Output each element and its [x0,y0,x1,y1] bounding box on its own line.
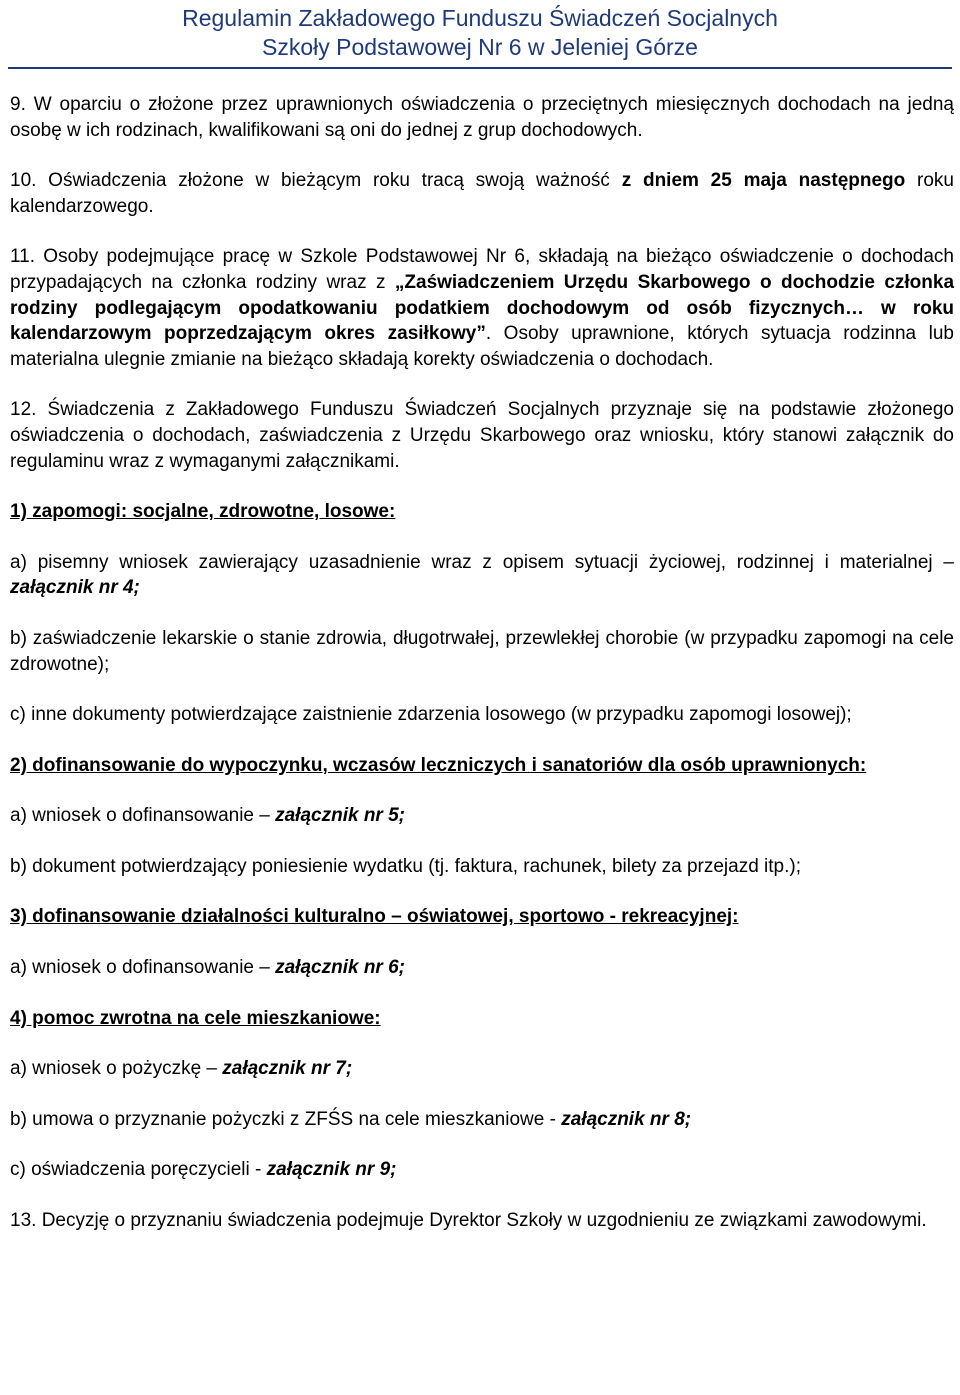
section-4-item-b [10,1107,954,1133]
section-2-item-a-text: a) wniosek o dofinansowanie – [10,805,276,827]
paragraph-9: 9. W oparciu o złożone przez uprawnionych oświadczenia o przeciętnych miesięcznych dochodach na jedną osobę w ich rodzinach, kwalifikowani są oni do jednej z grup dochodowych. [10,94,954,141]
paragraph-10-end: roku kalendarzowego. [10,170,954,217]
section-1-item-a [10,550,954,601]
section-3-item-a-text: a) wniosek o dofinansowanie – [10,957,276,979]
section-4-item-b-attachment: załącznik nr 8; [561,1108,692,1130]
section-4-item-b-text: b) umowa o przyznanie pożyczki z ZFŚS na cele mieszkaniowe - [10,1108,562,1130]
paragraph-11-bold: „Zaświadczeniem Urzędu Skarbowego o dochodzie członka rodziny podlegającym opodatkowaniu podatkiem dochodowym od osób fizycznych… w roku kalendarzowym poprzedzającym okres zasiłkowy” [10,271,955,345]
paragraph-10-text: 10. Oświadczenia złożone w bieżącym roku tracą swoją ważność [10,170,622,192]
section-3-item-a [10,955,954,981]
section-4-item-c-text: c) oświadczenia poręczycieli - [10,1159,267,1181]
section-1-item-a-attachment: załącznik nr 4; [10,577,140,599]
section-4-heading-text: 4) pomoc zwrotna na cele mieszkaniowe: [10,1007,381,1029]
section-4-item-a [10,1056,954,1082]
section-3-item-a-attachment: załącznik nr 6; [275,957,405,979]
section-2-item-b: b) dokument potwierdzający poniesienie wydatku (tj. faktura, rachunek, bilety za przejazd itp.); [10,855,802,877]
section-2-item-a-attachment: załącznik nr 5; [275,805,405,827]
section-4-heading [10,1006,954,1032]
section-1-heading [10,499,954,525]
section-2-heading-text: 2) dofinansowanie do wypoczynku, wczasów leczniczych i sanatoriów dla osób uprawnionych: [10,754,867,776]
paragraph-11-end: . Osoby uprawnione, których sytuacja rodzinna lub materialna ulegnie zmianie na bieżąco składają korekty oświadczenia o dochodach. [10,323,954,370]
section-1-item-b: b) zaświadczenie lekarskie o stanie zdrowia, długotrwałej, przewlekłej chorobie (w przypadku zapomogi na cele zdrowotne); [10,627,954,675]
section-4-item-a-text: a) wniosek o pożyczkę – [10,1058,223,1080]
section-2-item-a [10,803,954,829]
paragraph-10 [10,168,954,219]
section-3-heading [10,904,954,930]
section-3-heading-text: 3) dofinansowanie działalności kulturalno – oświatowej, sportowo - rekreacyjnej: [10,906,739,928]
paragraph-10-bold: z dniem 25 maja następnego [621,170,906,192]
section-4-item-c [10,1157,954,1183]
section-1-item-a-text: a) pisemny wniosek zawierający uzasadnienie wraz z opisem sytuacji życiowej, rodzinnej i materialnej – [10,551,954,573]
paragraph-13: 13. Decyzję o przyznaniu świadczenia podejmuje Dyrektor Szkoły w uzgodnieniu ze związkami zawodowymi. [10,1210,927,1232]
paragraph-11 [10,244,954,372]
header-divider [8,67,952,69]
paragraph-12: 12. Świadczenia z Zakładowego Funduszu Świadczeń Socjalnych przyznaje się na podstawie złożonego oświadczenia o dochodach, zaświadczenia z Urzędu Skarbowego oraz wniosku, który stanowi załącznik do regulaminu wraz z wymaganymi załącznikami. [10,399,954,472]
section-4-item-c-attachment: załącznik nr 9; [266,1159,397,1181]
section-1-heading-text: 1) zapomogi: socjalne, zdrowotne, losowe: [10,501,396,523]
paragraph-11-text: 11. Osoby podejmujące pracę w Szkole Podstawowej Nr 6, składają na bieżąco oświadczenie o dochodach przypadających na członka rodziny wraz z [10,246,954,293]
section-2-heading [10,753,954,779]
document-body [10,92,954,1234]
page-header [0,4,960,62]
header-title-line1: Regulamin Zakładowego Funduszu Świadczeń Socjalnych [182,5,778,31]
section-1-item-c: c) inne dokumenty potwierdzające zaistnienie zdarzenia losowego (w przypadku zapomogi losowej); [10,704,852,726]
section-4-item-a-attachment: załącznik nr 7; [222,1058,353,1080]
header-title-line2: Szkoły Podstawowej Nr 6 w Jeleniej Górze [262,34,698,60]
